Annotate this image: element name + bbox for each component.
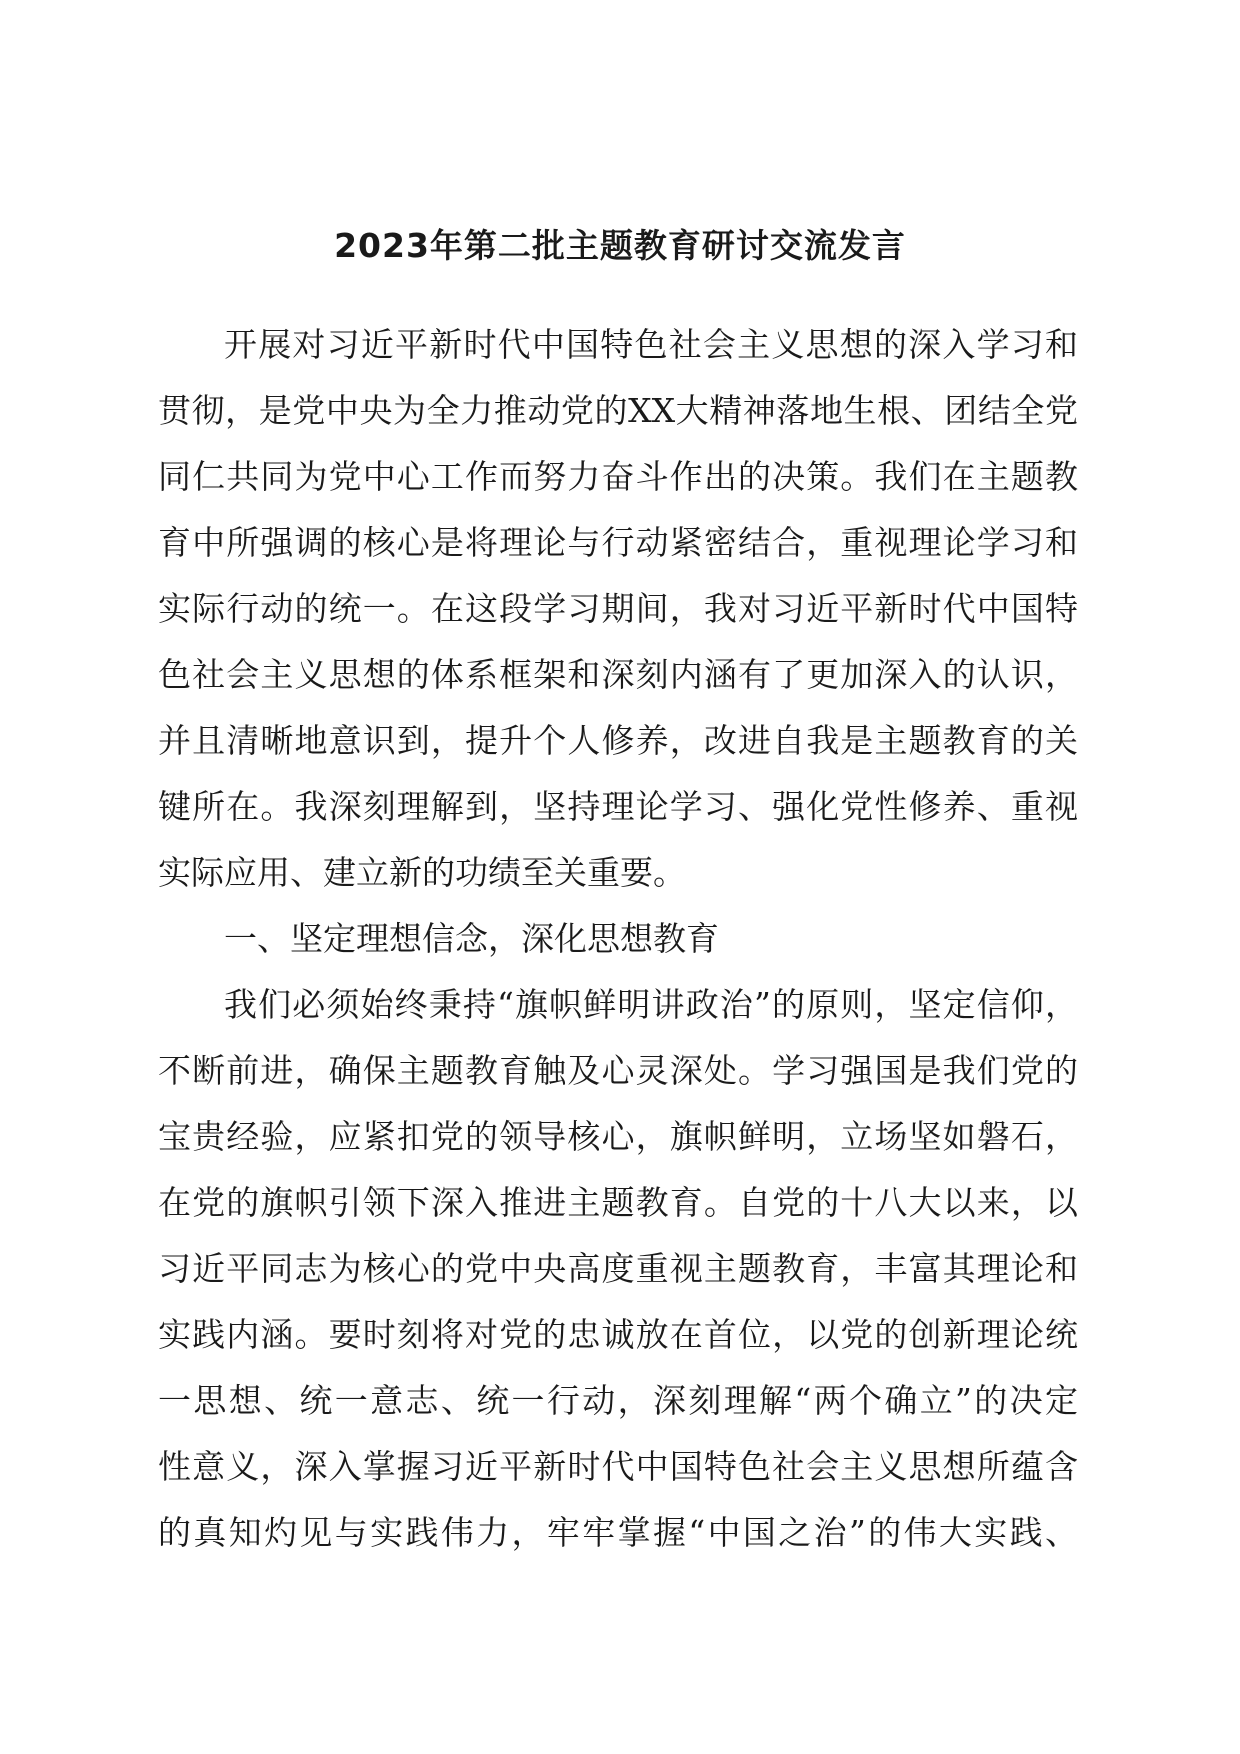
paragraph-1-line: 实际行动的统一。在这段学习期间，我对习近平新时代中国特 [158, 589, 1078, 628]
paragraph-1-line: 同仁共同为党中心工作而努力奋斗作出的决策。我们在主题教 [158, 457, 1078, 496]
paragraph-2-line: 性意义，深入掌握习近平新时代中国特色社会主义思想所蕴含 [158, 1447, 1078, 1486]
paragraph-1-line: 实际应用、建立新的功绩至关重要。 [158, 853, 686, 892]
paragraph-1-line: 键所在。我深刻理解到，坚持理论学习、强化党性修养、重视 [158, 787, 1078, 826]
paragraph-2-line: 我们必须始终秉持“旗帜鲜明讲政治”的原则，坚定信仰， [224, 985, 1078, 1024]
paragraph-2-line: 习近平同志为核心的党中央高度重视主题教育，丰富其理论和 [158, 1249, 1078, 1288]
paragraph-2-line: 在党的旗帜引领下深入推进主题教育。自党的十八大以来，以 [158, 1183, 1078, 1222]
paragraph-2-line: 的真知灼见与实践伟力，牢牢掌握“中国之治”的伟大实践、 [158, 1513, 1078, 1552]
paragraph-2-line: 一思想、统一意志、统一行动，深刻理解“两个确立”的决定 [158, 1381, 1078, 1420]
paragraph-1-line: 育中所强调的核心是将理论与行动紧密结合，重视理论学习和 [158, 523, 1078, 562]
document-title: 2023年第二批主题教育研讨交流发言 [334, 226, 906, 265]
paragraph-1-line: 开展对习近平新时代中国特色社会主义思想的深入学习和 [224, 325, 1078, 364]
section-heading: 一、坚定理想信念，深化思想教育 [224, 919, 719, 958]
paragraph-1-line: 贯彻，是党中央为全力推动党的XX大精神落地生根、团结全党 [158, 391, 1078, 430]
paragraph-1-line: 并且清晰地意识到，提升个人修养，改进自我是主题教育的关 [158, 721, 1078, 760]
paragraph-2-line: 实践内涵。要时刻将对党的忠诚放在首位，以党的创新理论统 [158, 1315, 1078, 1354]
paragraph-1-line: 色社会主义思想的体系框架和深刻内涵有了更加深入的认识， [158, 655, 1078, 694]
paragraph-2-line: 不断前进，确保主题教育触及心灵深处。学习强国是我们党的 [158, 1051, 1078, 1090]
paragraph-2-line: 宝贵经验，应紧扣党的领导核心，旗帜鲜明，立场坚如磐石， [158, 1117, 1078, 1156]
document-body [158, 312, 1078, 1566]
